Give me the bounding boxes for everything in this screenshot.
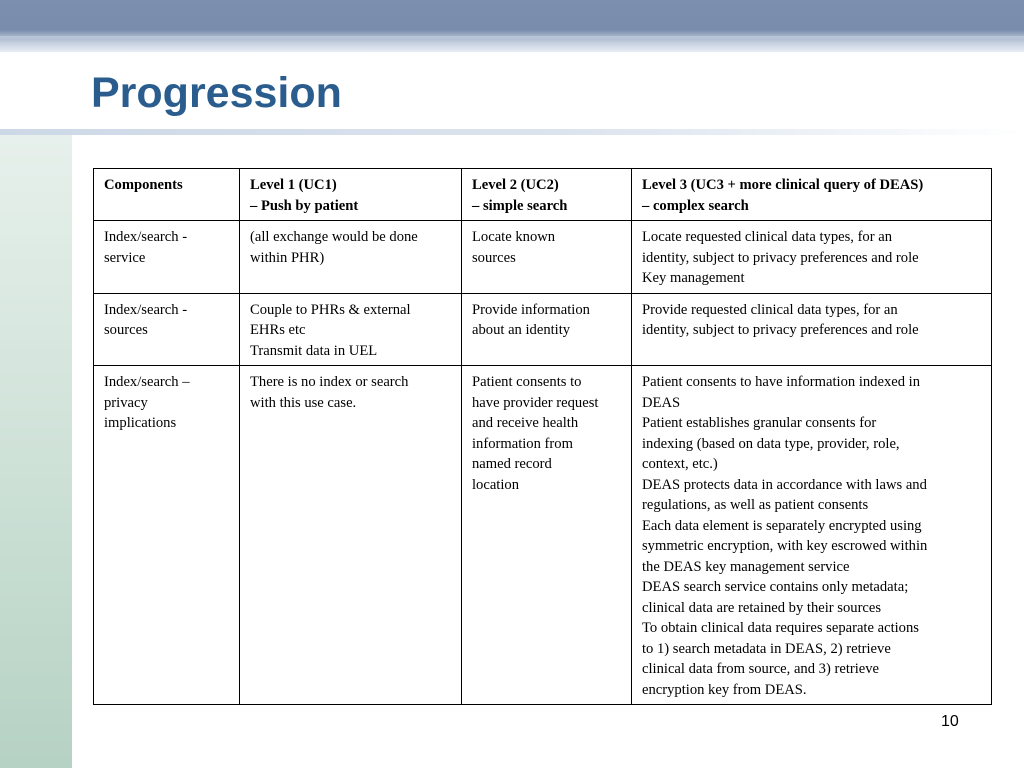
table-cell	[240, 293, 462, 366]
table-cell	[462, 366, 632, 705]
cell-text-line: EHRs etc	[250, 322, 306, 338]
table-cell	[462, 221, 632, 294]
cell-text-line: Components	[104, 177, 183, 193]
cell-text-line: Each data element is separately encrypted using	[642, 517, 922, 534]
cell-text-line: Level 2 (UC2)	[472, 177, 559, 193]
table-cell	[240, 366, 462, 705]
header-band	[0, 0, 1024, 52]
cell-text-line: DEAS search service contains only metadata;	[642, 579, 909, 595]
cell-text-line: Patient consents to	[472, 374, 582, 390]
cell-text-line: information from	[472, 435, 573, 452]
cell-text-line: clinical data from source, and 3) retrieve	[642, 661, 880, 677]
cell-text-line: to 1) search metadata in DEAS, 2) retrieve	[642, 640, 891, 657]
cell-text-line: context, etc.)	[642, 456, 718, 472]
cell-text-line: and receive health	[472, 415, 579, 431]
table-cell	[632, 293, 992, 366]
cell-text-line: DEAS	[642, 394, 681, 411]
cell-text-line: privacy	[104, 394, 148, 411]
cell-text-line: identity, subject to privacy preferences and role	[642, 249, 919, 266]
table-cell	[462, 293, 632, 366]
cell-text-line: Index/search –	[104, 374, 190, 390]
cell-text-line: Transmit data in UEL	[250, 342, 378, 359]
cell-text-line: symmetric encryption, with key escrowed within	[642, 538, 928, 554]
cell-text-line: service	[104, 249, 146, 266]
cell-text-line: clinical data are retained by their sources	[642, 599, 882, 616]
cell-text-line: Index/search -	[104, 301, 188, 318]
table-row	[94, 293, 992, 366]
header-cell-level-3	[632, 169, 992, 221]
slide-title: Progression	[91, 69, 342, 117]
cell-text-line: identity, subject to privacy preferences and role	[642, 322, 919, 338]
page-number: 10	[941, 713, 959, 730]
cell-text-line: sources	[104, 322, 148, 338]
cell-text-line: Provide information	[472, 301, 590, 318]
header-cell-level-2	[462, 169, 632, 221]
progression-table	[93, 168, 992, 705]
cell-text-line: – complex search	[642, 197, 749, 214]
table-cell	[240, 221, 462, 294]
cell-text-line: Couple to PHRs & external	[250, 301, 411, 318]
cell-text-line: the DEAS key management service	[642, 558, 850, 575]
cell-text-line: Index/search -	[104, 229, 188, 245]
cell-text-line: (all exchange would be done	[250, 229, 418, 245]
table-cell	[632, 221, 992, 294]
cell-text-line: within PHR)	[250, 249, 325, 266]
table-cell	[94, 366, 240, 705]
cell-text-line: To obtain clinical data requires separate actions	[642, 620, 919, 636]
cell-text-line: indexing (based on data type, provider, role,	[642, 435, 900, 452]
table-cell	[94, 221, 240, 294]
cell-text-line: encryption key from DEAS.	[642, 681, 807, 698]
cell-text-line: DEAS protects data in accordance with laws and	[642, 476, 927, 493]
side-decoration	[0, 134, 72, 768]
cell-text-line: Patient establishes granular consents for	[642, 415, 877, 431]
table-row	[94, 221, 992, 294]
cell-text-line: Patient consents to have information indexed in	[642, 374, 921, 390]
cell-text-line: – Push by patient	[250, 197, 359, 214]
cell-text-line: sources	[472, 249, 516, 266]
table-header-row	[94, 169, 992, 221]
cell-text-line: location	[472, 476, 520, 493]
header-cell-components	[94, 169, 240, 221]
cell-text-line: named record	[472, 456, 552, 472]
cell-text-line: Level 1 (UC1)	[250, 177, 337, 193]
cell-text-line: – simple search	[472, 197, 568, 214]
cell-text-line: have provider request	[472, 394, 599, 411]
cell-text-line: implications	[104, 415, 177, 431]
cell-text-line: Locate known	[472, 229, 556, 245]
cell-text-line: about an identity	[472, 322, 571, 338]
cell-text-line: Locate requested clinical data types, for an	[642, 229, 893, 245]
cell-text-line: There is no index or search	[250, 374, 409, 390]
table-row	[94, 366, 992, 705]
cell-text-line: Key management	[642, 270, 745, 286]
table-cell	[632, 366, 992, 705]
cell-text-line: with this use case.	[250, 394, 357, 411]
title-underline	[0, 129, 1024, 135]
cell-text-line: Provide requested clinical data types, for an	[642, 301, 898, 318]
table-cell	[94, 293, 240, 366]
cell-text-line: regulations, as well as patient consents	[642, 497, 869, 513]
header-cell-level-1	[240, 169, 462, 221]
cell-text-line: Level 3 (UC3 + more clinical query of DEAS)	[642, 177, 924, 193]
